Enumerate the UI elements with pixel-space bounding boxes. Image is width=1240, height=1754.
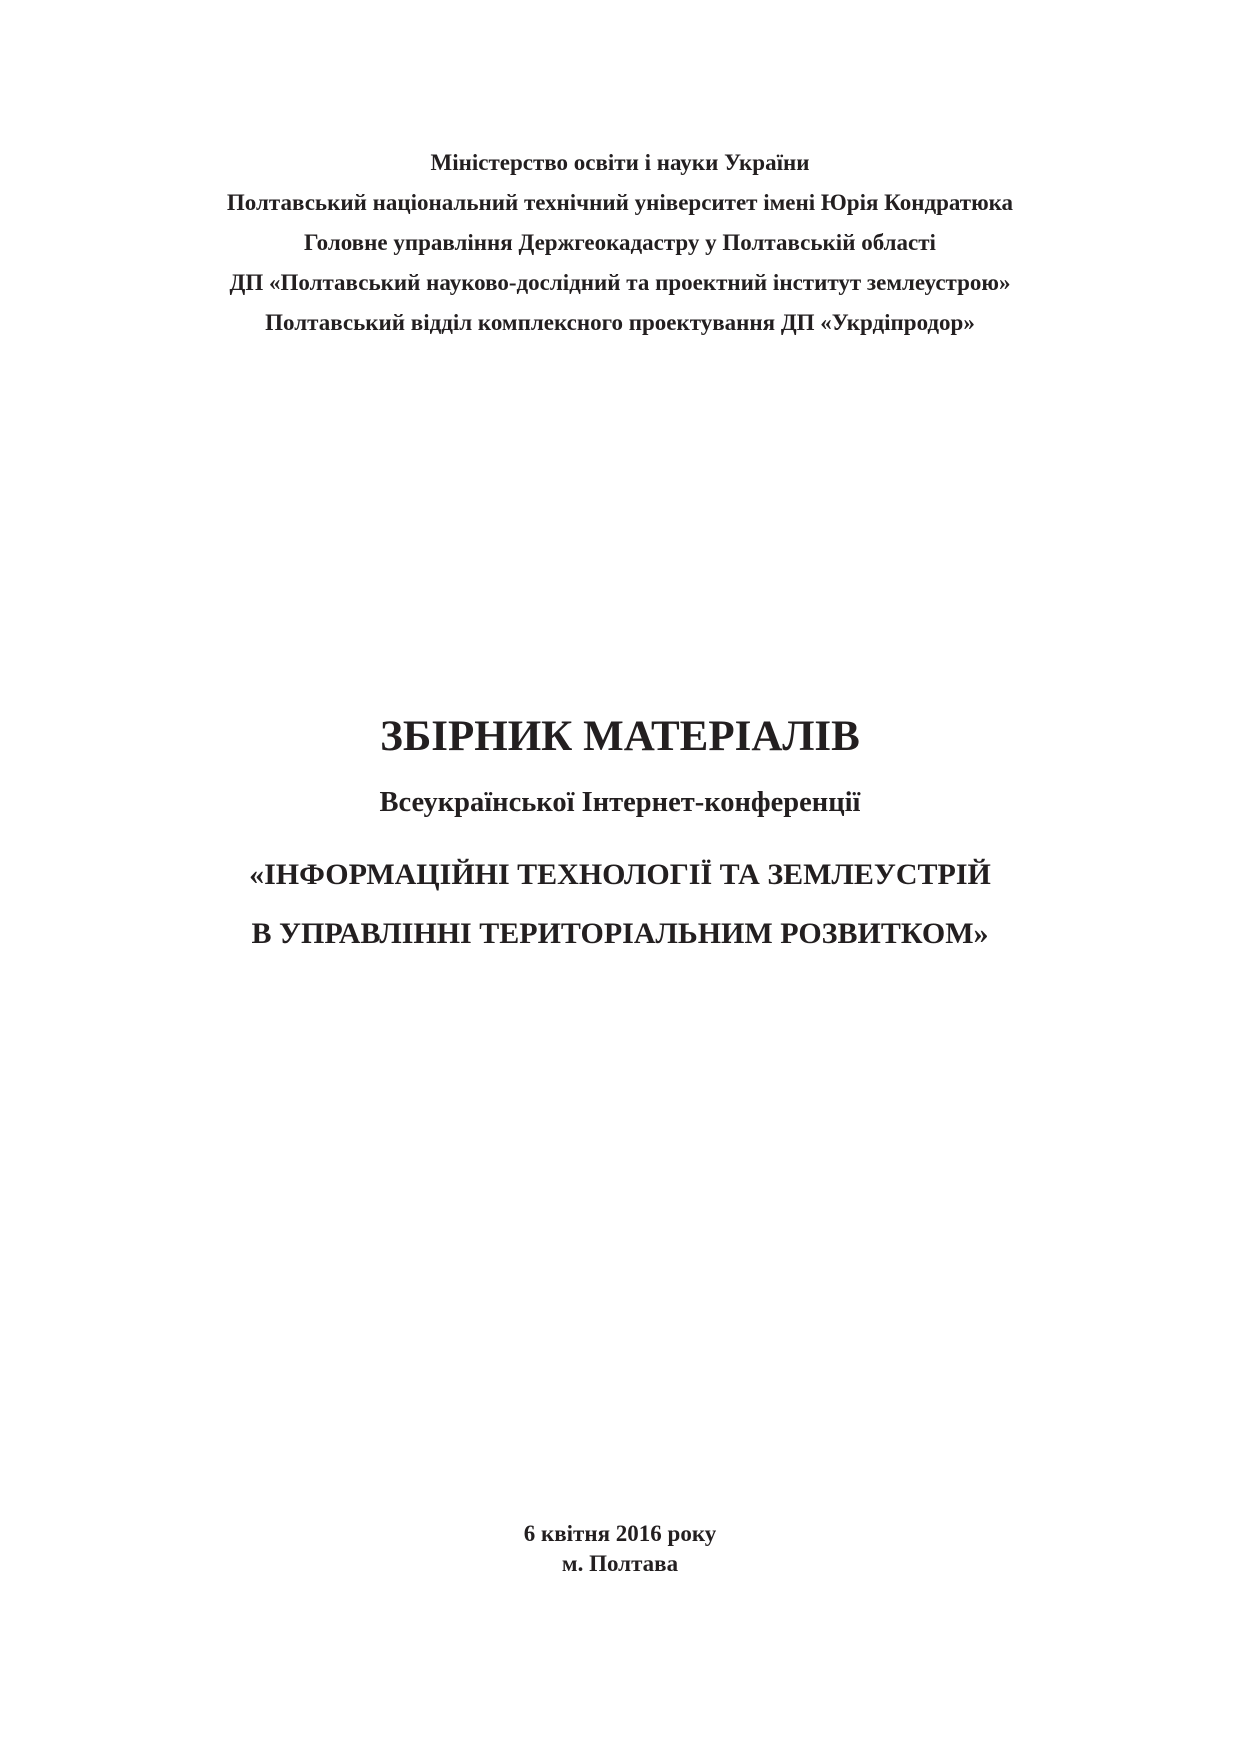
org-land-institute: ДП «Полтавський науково-дослідний та проектний інститут землеустрою»	[229, 270, 1011, 295]
document-title: ЗБІРНИК МАТЕРІАЛІВ	[380, 713, 860, 760]
org-ministry: Міністерство освіти і науки України	[430, 150, 810, 175]
conference-city: м. Полтава	[561, 1551, 679, 1576]
conference-name-line-2: В УПРАВЛІННІ ТЕРИТОРІАЛЬНИМ РОЗВИТКОМ»	[251, 917, 989, 950]
org-university: Полтавський національний технічний університет імені Юрія Кондратюка	[226, 190, 1014, 215]
conference-name-line-1: «ІНФОРМАЦІЙНІ ТЕХНОЛОГІЇ ТА ЗЕМЛЕУСТРІЙ	[249, 858, 991, 891]
org-geocadastre: Головне управління Держгеокадастру у Полтавській області	[304, 230, 936, 255]
org-road-design: Полтавський відділ комплексного проектування ДП «Укрдіпродор»	[265, 310, 975, 335]
document-subtitle: Всеукраїнської Інтернет-конференції	[379, 787, 861, 818]
conference-date: 6 квітня 2016 року	[523, 1521, 717, 1546]
